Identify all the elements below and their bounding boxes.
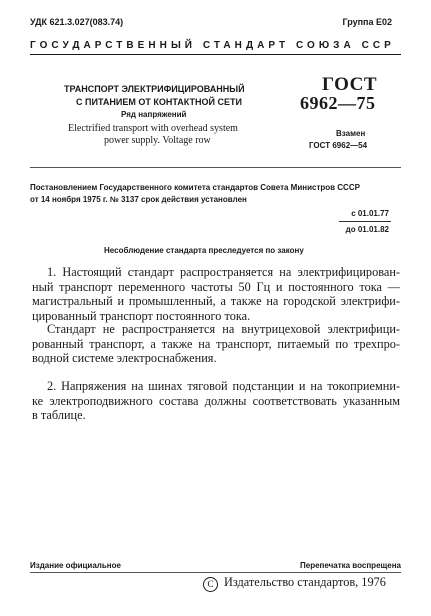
paragraph-line: Стандарт не распространяется на внутрицеховой электрифици-	[47, 322, 400, 336]
footer-divider	[30, 572, 401, 573]
legal-warning: Несоблюдение стандарта преследуется по закону	[104, 246, 304, 255]
validity-from-date: с 01.01.77	[351, 209, 389, 218]
validity-to-date: до 01.01.82	[345, 225, 389, 234]
paragraph-line: водной системе электроснабжения.	[32, 351, 217, 366]
validity-divider	[339, 221, 391, 222]
reprint-note: Перепечатка воспрещена	[300, 561, 401, 570]
copyright-line	[203, 575, 386, 592]
group-code: Группа Е02	[342, 17, 392, 27]
paragraph-line: цированный транспорт постоянного тока.	[32, 308, 251, 323]
english-title-line-2: power supply. Voltage row	[104, 135, 211, 146]
section-divider	[30, 167, 401, 168]
state-standard-heading: ГОСУДАРСТВЕННЫЙ СТАНДАРТ СОЮЗА ССР	[30, 40, 395, 51]
gost-label: ГОСТ	[322, 74, 378, 95]
publisher-text: Издательство стандартов, 1976	[224, 575, 386, 589]
english-title-line-1: Electrified transport with overhead system	[68, 123, 238, 134]
paragraph-line: ный транспорт переменного частоты 50 Гц и постоянного тока —	[32, 279, 400, 294]
paragraph-line: 1. Настоящий стандарт распространяется на электрифицирован-	[47, 265, 400, 279]
paragraph-line: в таблице.	[32, 408, 86, 423]
paragraph-line: магистральный и промышленный, а также на городской электрифи-	[32, 294, 400, 309]
paragraph-2	[32, 322, 400, 366]
title-line-2: С ПИТАНИЕМ ОТ КОНТАКТНОЙ СЕТИ	[76, 97, 242, 107]
replaces-value: ГОСТ 6962—54	[309, 141, 368, 150]
replaces-label: Взамен	[336, 129, 366, 138]
gost-number: 6962—75	[300, 93, 376, 113]
header-divider	[30, 54, 401, 55]
paragraph-line: 2. Напряжения на шинах тяговой подстанции и на токоприемни-	[47, 379, 400, 393]
title-subtitle: Ряд напряжений	[121, 110, 187, 119]
title-line-1: ТРАНСПОРТ ЭЛЕКТРИФИЦИРОВАННЫЙ	[64, 84, 245, 94]
decree-line-2: от 14 ноября 1975 г. № 3137 срок действия установлен	[30, 195, 247, 204]
paragraph-3	[32, 379, 400, 423]
decree-line-1: Постановлением Государственного комитета стандартов Совета Министров СССР	[30, 183, 360, 192]
edition-note: Издание официальное	[30, 561, 121, 570]
copyright-icon: C	[203, 577, 218, 592]
paragraph-line: рованный транспорт, а также на транспорт, питаемый по трехпро-	[32, 336, 400, 351]
paragraph-line: ке электроподвижного состава должны соответствовать указанным	[32, 393, 400, 408]
udk-code: УДК 621.3.027(083.74)	[30, 17, 124, 27]
paragraph-1	[32, 265, 400, 323]
